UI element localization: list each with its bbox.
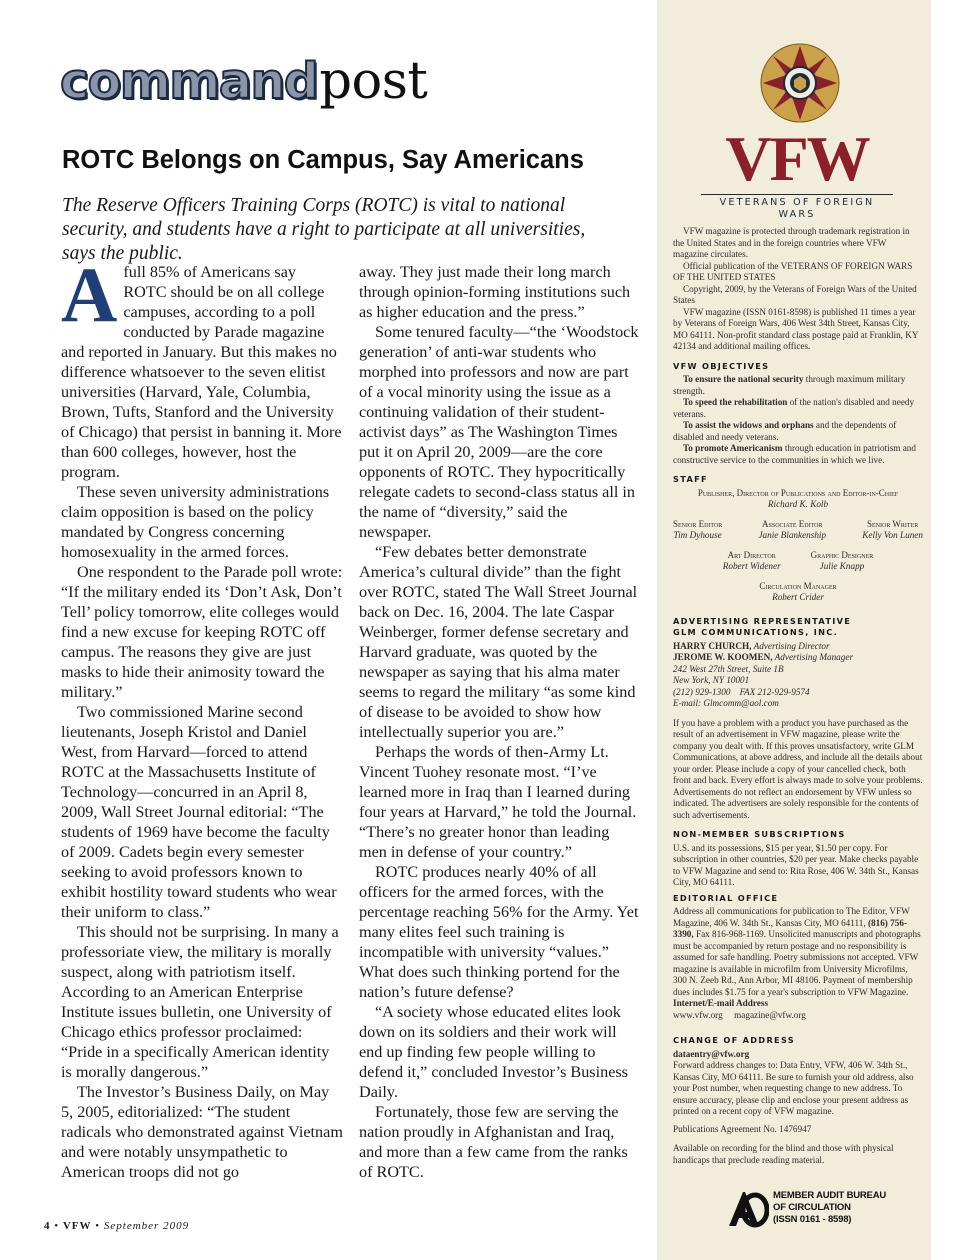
paragraph: away. They just made their long march through opinion-forming institutions such as higher education and the press.”	[359, 263, 631, 321]
official-publication: Official publication of the VETERANS OF FOREIGN WARS OF THE UNITED STATES	[673, 260, 913, 282]
nonmember-heading: NON-MEMBER SUBSCRIPTIONS	[673, 829, 846, 839]
masthead-post: post	[319, 52, 428, 111]
page-folio: 4 • VFW • September 2009	[44, 1220, 190, 1232]
staff-role: Art Director	[727, 549, 776, 560]
vfw-logo: VFW	[725, 123, 869, 194]
folio-date: September 2009	[103, 1220, 190, 1232]
blind-notice: Available on recording for the blind and those with physical handicaps that preclude reading material.	[673, 1143, 894, 1165]
staff-row	[673, 550, 923, 573]
staff-name: Tim Dyhouse	[673, 530, 722, 540]
advertising-company: GLM COMMUNICATIONS, INC.	[673, 627, 838, 637]
paragraph: Two commissioned Marine second lieutenants, Joseph Kristol and Daniel West, from Harvard—forced to attend ROTC at the Massachusetts Institute of Technology—concurred in an April 8, 2009, Wall Street Journal editorial: “The students of 1969 have become the faculty of 2009. Cadets begin every semester seeking to avoid professors known to exhibit hostility toward students who wear their uniform to class.”	[61, 703, 337, 921]
paragraph: This should not be surprising. In many a professoriate view, the military is morally suspect, along with patriotism itself. According to an American Enterprise Institute issues bulletin, one University of Chicago ethics professor proclaimed: “Pride in a specifically American identity is morally dangerous.”	[61, 923, 339, 1081]
editorial-text: Address all communications for publication to The Editor, VFW Magazine, 406 W. 34th St., Kansas City, MO 64111, (816) 756-3390, Fax 816-968-1169. Unsolicited manuscripts and photographs must be accompanied by return postage and no responsibility is assumed for safe handling. Poetry submissions not accepted. VFW magazine is available in microfilm from University Microfilms, 300 N. Zeeb Rd., Ann Arbor, MI 48106. Payment of membership dues includes $1.75 for a year's subscription to VFW Magazine.	[673, 906, 921, 997]
staff-role: Circulation Manager	[759, 580, 837, 591]
paragraph: These seven university administrations claim opposition is based on the policy mandated by Congress concerning homosexuality in the armed forces.	[61, 483, 330, 561]
editorial-heading: EDITORIAL OFFICE	[673, 892, 779, 903]
paragraph: full 85% of Americans say ROTC should be on all college campuses, according to a poll conducted by Parade magazine and reported in January. But this makes no difference whatsoever to the seven elitist universities (Harvard, Yale, Columbia, Brown, Tufts, Stanford and the University of Chicago) that persist in banning it. More than 600 colleges, however, host the program.	[61, 263, 342, 481]
ad-address: 242 West 27th Street, Suite 1B	[673, 663, 784, 674]
coa-email: dataentry@vfw.org	[673, 1048, 750, 1059]
staff-role: Associate Editor	[762, 518, 823, 529]
article-column-2	[359, 262, 641, 1182]
article-deck: The Reserve Officers Training Corps (ROTC) is vital to national security, and students have a right to participate at all universities, says the public.	[62, 195, 586, 264]
folio-magazine: VFW	[62, 1220, 92, 1232]
vfw-logo-subtitle: VETERANS OF FOREIGN WARS	[701, 194, 893, 220]
staff-name: Julie Knapp	[819, 561, 865, 571]
objectives-heading: VFW OBJECTIVES	[673, 360, 770, 371]
copyright-notice: Copyright, 2009, by the Veterans of Foreign Wars of the United States	[673, 283, 917, 305]
masthead-sidebar	[657, 0, 931, 1260]
advertising-heading: ADVERTISING REPRESENTATIVE	[673, 615, 852, 626]
issn-notice: VFW magazine (ISSN 0161-8598) is published 11 times a year by Veterans of Foreign Wars, 406 West 34th Street, Kansas City, MO 64111. Non-profit standard class postage paid at Franklin, KY 42134 and additional mailing offices.	[673, 306, 919, 351]
ad-contact: JEROME W. KOOMEN, Advertising Manager	[673, 652, 854, 662]
masthead-command: command	[60, 53, 318, 110]
masthead	[60, 52, 427, 112]
paragraph: Fortunately, those few are serving the nation proudly in Afghanistan and Iraq, and more than a few came from the ranks of ROTC.	[359, 1103, 628, 1181]
audit-bureau-text: MEMBER AUDIT BUREAU OF CIRCULATION (ISSN 0161 - 8598)	[773, 1190, 887, 1225]
staff-role: Publisher, Director of Publications and Editor-in-Chief	[697, 487, 899, 498]
paragraph: The Investor’s Business Daily, on May 5, 2005, editorialized: “The student radicals who demonstrated against Vietnam and were notably unsympathetic to American troops did not go	[61, 1083, 343, 1181]
ad-phone: (212) 929-1300 FAX 212-929-9574	[673, 686, 810, 697]
staff-name: Janie Blankenship	[758, 530, 827, 540]
paragraph: “Few debates better demonstrate America’s cultural divide” than the fight over ROTC, stated The Wall Street Journal back on Dec. 16, 2004. The late Caspar Weinberger, former defense secretary and Harvard graduate, was quoted by the newspaper as saying that his alma mater seems to regard the military “as some kind of disease to be avoided to show how intellectually superior you are.”	[359, 543, 638, 741]
staff-role: Graphic Designer	[810, 549, 874, 560]
nonmember-text: U.S. and its possessions, $15 per year, $1.50 per copy. For subscription in other countries, $20 per year. Make checks payable to VFW Magazine and send to: Rita Rose, 406 W. 34th St., Kansas City, MO 64111.	[673, 842, 919, 887]
staff-name: Kelly Von Lunen	[862, 530, 923, 540]
coa-text: Forward address changes to: Data Entry, VFW, 406 W. 34th St., Kansas City, MO 64111. Be sure to furnish your old address, also your Post number, when requesting change to new address. To ensure accuracy, please clip and enclose your present address as printed on a recent copy of VFW magazine.	[673, 1060, 914, 1116]
sidebar-body	[673, 226, 923, 1166]
ad-contact: HARRY CHURCH, Advertising Director	[673, 640, 830, 651]
publications-agreement: Publications Agreement No. 1476947	[673, 1123, 812, 1134]
vfw-emblem-icon	[759, 42, 841, 124]
objective-item: To promote Americanism through education in patriotism and constructive service to the communities in which we live.	[673, 443, 916, 465]
drop-cap: A	[61, 251, 118, 338]
staff-name: Robert Widener	[722, 561, 781, 571]
staff-role: Senior Writer	[866, 518, 919, 529]
ad-address: New York, NY 10001	[673, 675, 750, 685]
paragraph: ROTC produces nearly 40% of all officers for the armed forces, with the percentage reaching 56% for the Army. Yet many elites feel such training is incompatible with university “values.” What does such thinking portend for the nation’s future defense?	[359, 863, 639, 1001]
audit-bureau-icon	[725, 1190, 769, 1228]
paragraph: “A society whose educated elites look down on its soldiers and their work will end up finding few people willing to defend it,” concluded Investor’s Business Daily.	[359, 1003, 628, 1101]
trademark-notice: VFW magazine is protected through trademark registration in the United States and in the foreign countries where VFW magazine circulates.	[673, 226, 910, 259]
ad-email: E-mail: Glmcomm@aol.com	[673, 698, 779, 708]
objective-item: To assist the widows and orphans and the dependents of disabled and needy veterans.	[673, 420, 897, 442]
ad-problem-notice: If you have a problem with a product you have purchased as the result of an advertisement in VFW magazine, please write the company you dealt with. If this proves unsatisfactory, write GLM Communications, at above address, and include all the details about your order. Please include a copy of your cancelled check, both front and back. Every effort is always made to solve your problems. Advertisements do not reflect an endorsement by VFW unless so indicated. The advertisers are solely responsible for the contents of such advertisements.	[673, 717, 923, 820]
staff-name: Richard K. Kolb	[767, 499, 829, 509]
internet-heading: Internet/E-mail Address	[673, 998, 769, 1008]
staff-list	[673, 488, 923, 604]
change-of-address-heading: CHANGE OF ADDRESS	[673, 1035, 795, 1045]
paragraph: Some tenured faculty—“the ‘Woodstock generation’ of anti-war students who morphed into professors and now are part of a vocal minority using the issue as a continuing validation of their student-activist days” as The Washington Times put it on April 20, 2009—are the core opponents of ROTC. They hypocritically relegate cadets to second-class status all in the name of “diversity,” said the newspaper.	[359, 323, 639, 541]
article-column-1	[61, 251, 343, 1182]
staff-row	[673, 519, 923, 542]
paragraph: One respondent to the Parade poll wrote: “If the military ended its ‘Don’t Ask, Don’t Tell’ policy tomorrow, elite colleges would find a new excuse for keeping ROTC off campus. The reasons they give are just masks to hide their animosity toward the military.”	[61, 563, 343, 701]
internet-address: www.vfw.org magazine@vfw.org	[673, 1009, 806, 1020]
objective-item: To ensure the national security through maximum military strength.	[673, 374, 906, 396]
page-number: 4	[44, 1220, 51, 1232]
staff-role: Senior Editor	[673, 518, 723, 529]
article-headline: ROTC Belongs on Campus, Say Americans	[62, 146, 584, 174]
paragraph: Perhaps the words of then-Army Lt. Vincent Tuohey resonate most. “I’ve learned more in Iraq than I learned during four years at Harvard,” he told the Journal. “There’s no greater honor than leading men in defense of your country.”	[359, 743, 637, 861]
audit-bureau-badge	[725, 1188, 925, 1232]
staff-name: Robert Crider	[772, 592, 824, 602]
staff-heading: STAFF	[673, 474, 708, 484]
page-gutter	[931, 0, 960, 1260]
objective-item: To speed the rehabilitation of the nation's disabled and needy veterans.	[673, 397, 915, 419]
